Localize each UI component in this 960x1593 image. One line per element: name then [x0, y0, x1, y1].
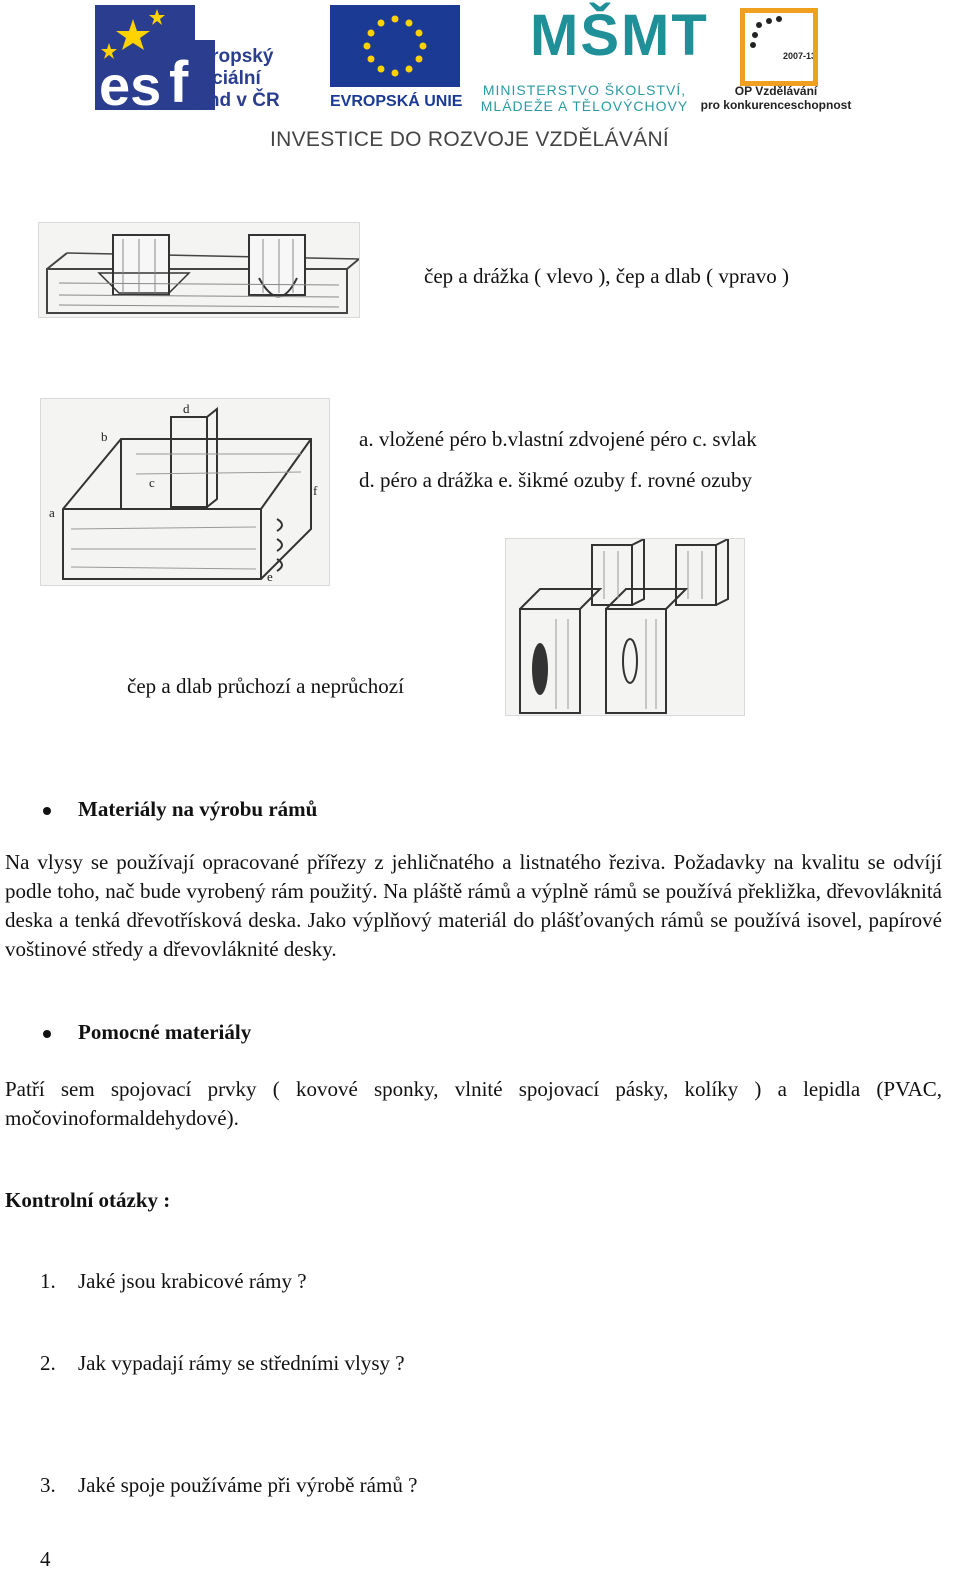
svg-text:f: f — [169, 50, 189, 110]
msmt-line-2: MLÁDEŽE A TĚLOVÝCHOVY — [480, 98, 689, 114]
eu-flag-icon — [330, 5, 460, 87]
msmt-text — [472, 82, 697, 114]
question-text: Jaké spoje používáme při výrobě rámů ? — [78, 1473, 418, 1497]
bullet-icon — [43, 1030, 51, 1038]
question-text: Jaké jsou krabicové rámy ? — [78, 1269, 307, 1293]
joint-letter-f: f — [313, 483, 318, 498]
investice-slogan: INVESTICE DO ROZVOJE VZDĚLÁVÁNÍ — [270, 128, 670, 151]
esf-text — [190, 46, 280, 112]
svg-text:2007-13: 2007-13 — [783, 51, 813, 61]
question-number: 2. — [40, 1351, 56, 1375]
svg-text:es: es — [99, 54, 162, 110]
msmt-logo-mark: MŠMT — [530, 3, 709, 68]
joint-letter-a: a — [49, 505, 55, 520]
joint-letter-c: c — [149, 475, 155, 490]
section-heading-auxiliary: Pomocné materiály — [78, 1020, 252, 1044]
questions-heading: Kontrolní otázky : — [5, 1188, 171, 1212]
op-line-1: OP Vzdělávání — [734, 84, 818, 98]
section-heading-materials: Materiály na výrobu rámů — [78, 797, 318, 821]
question-number: 1. — [40, 1269, 56, 1293]
joint-letter-d: d — [183, 401, 190, 416]
esf-line-1: evropský — [190, 46, 274, 67]
eu-label: EVROPSKÁ UNIE — [330, 93, 463, 110]
joint-letter-e: e — [267, 569, 273, 584]
esf-line-3: fond v ČR — [190, 90, 280, 111]
figure-tenon-groove-illustration — [38, 222, 360, 318]
op-line-2: pro konkurenceschopnost — [700, 98, 852, 112]
question-number: 3. — [40, 1473, 56, 1497]
figure-frame-joints-illustration — [40, 398, 330, 586]
header-logos — [0, 0, 960, 160]
joint-letter-b: b — [101, 429, 108, 444]
figure-mortise-illustration — [505, 538, 745, 716]
op-logo-icon — [740, 8, 818, 86]
section-paragraph-auxiliary: Patří sem spojovací prvky ( kovové sponky, vlnité spojovací pásky, kolíky ) a lepidla (PVAC, močovinoformaldehydové). — [5, 1077, 942, 1130]
question-text: Jak vypadají rámy se středními vlysy ? — [78, 1351, 405, 1375]
page-number: 4 — [40, 1547, 51, 1571]
figure-3-caption: čep a dlab průchozí a neprůchozí — [127, 674, 404, 698]
msmt-line-1: MINISTERSTVO ŠKOLSTVÍ, — [482, 82, 687, 98]
section-paragraph-materials: Na vlysy se používají opracované přířezy z jehličnatého a listnatého řeziva. Požadavky na kvalitu se odvíjí podle toho, nač bude vyrobený rám použitý. Na pláště rámů a výplně rámů se používá překližka, dřevovláknitá deska a tenká dřevotřísková deska. Jako výplňový materiál do plášťovaných rámů se používá isovel, papírové voštinové středy a dřevovláknité desky. — [5, 850, 942, 961]
figure-1-caption: čep a drážka ( vlevo ), čep a dlab ( vpravo ) — [424, 264, 789, 288]
figure-2-caption-line-2: d. péro a drážka e. šikmé ozuby f. rovné ozuby — [359, 468, 753, 492]
figure-2-caption-line-1: a. vložené péro b.vlastní zdvojené péro c. svlak — [359, 427, 757, 451]
esf-line-2: sociální — [190, 68, 261, 89]
op-text — [700, 84, 852, 112]
bullet-icon — [43, 807, 51, 815]
